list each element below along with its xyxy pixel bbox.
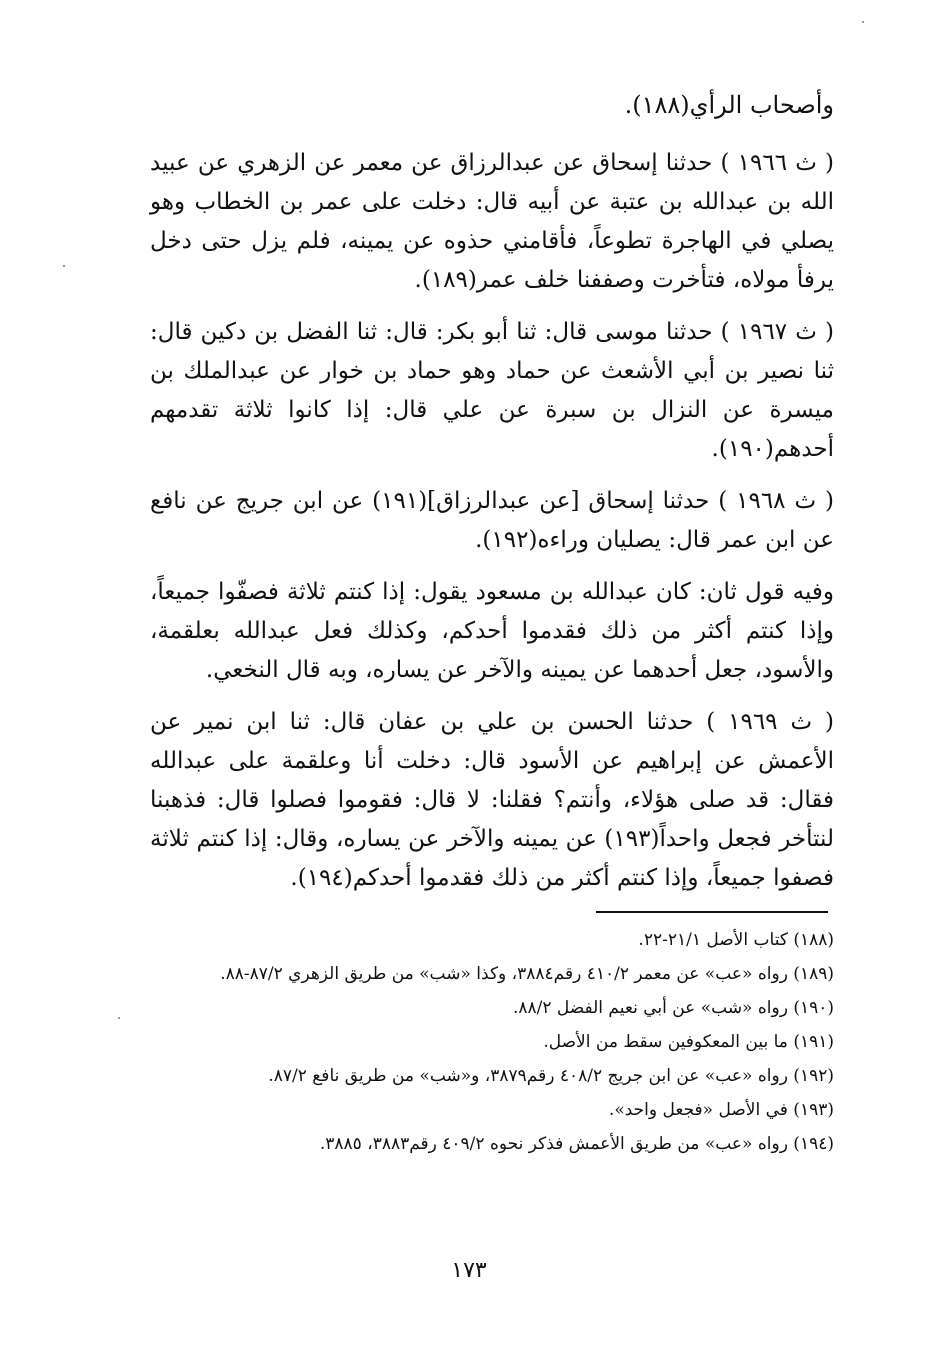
footnote-188: (١٨٨) كتاب الأصل ٢١/١-٢٢. [638,930,834,950]
paragraph-second-opinion: وفيه قول ثان: كان عبدالله بن مسعود يقول: إذا كنتم ثلاثة فصفّوا جميعاً، وإذا كنتم أكثر من ذلك فقدموا أحدكم، وكذلك فعل عبدالله بعلقمة، والأسود، جعل أحدهما عن يمينه والآخر عن يساره، وبه قال النخعي. [150,579,834,683]
footnote-194: (١٩٤) رواه «عب» من طريق الأعمش فذكر نحوه ٤٠٩/٢ رقم٣٨٨٣، ٣٨٨٥. [319,1134,834,1154]
paragraph-1967: ( ث ١٩٦٧ ) حدثنا موسى قال: ثنا أبو بكر: قال: ثنا الفضل بن دكين قال: ثنا نصير بن أبي الأشعث عن حماد وهو حماد بن خوار عن عبدالملك بن ميسرة عن النزال بن سبرة عن علي قال: إذا كانوا ثلاثة تقدمهم أحدهم(١٩٠). [150,319,834,462]
footnote-193: (١٩٣) في الأصل «فجعل واحد». [608,1100,834,1120]
footnote-192: (١٩٢) رواه «عب» عن ابن جريج ٤٠٨/٢ رقم٣٨٧٩، و«شب» من طريق نافع ٨٧/٢. [268,1066,834,1086]
footnote-190: (١٩٠) رواه «شب» عن أبي نعيم الفضل ٨٨/٢. [512,998,834,1018]
footnote-189: (١٨٩) رواه «عب» عن معمر ٤١٠/٢ رقم٣٨٨٤، وكذا «شب» من طريق الزهري ٨٧/٢-٨٨. [220,964,834,984]
footnote-divider [596,911,828,913]
intro-line: وأصحاب الرأي(١٨٨). [624,91,834,119]
scan-speck [63,265,65,267]
paragraph-1966: ( ث ١٩٦٦ ) حدثنا إسحاق عن عبدالرزاق عن معمر عن الزهري عن عبيد الله بن عبدالله بن عتبة عن أبيه قال: دخلت على عمر بن الخطاب وهو يصلي في الهاجرة تطوعاً، فأقامني حذوه عن يمينه، فلم يزل حتى دخل يرفأ مولاه، فتأخرت وصففنا خلف عمر(١٨٩). [150,150,835,293]
footnote-191: (١٩١) ما بين المعكوفين سقط من الأصل. [543,1032,834,1052]
paragraph-1968: ( ث ١٩٦٨ ) حدثنا إسحاق [عن عبدالرزاق](١٩١) عن ابن جريج عن نافع عن ابن عمر قال: يصليان وراءه(١٩٢). [150,488,834,553]
page-number: ١٧٣ [451,1258,487,1283]
main-text [150,144,834,911]
scan-speck [118,1017,120,1019]
paragraph-1969: ( ث ١٩٦٩ ) حدثنا الحسن بن علي بن عفان قال: ثنا ابن نمير عن الأعمش عن إبراهيم عن الأسود قال: دخلت أنا وعلقمة على عبدالله فقال: قد صلى هؤلاء، وأنتم؟ فقلنا: لا قال: فقوموا فصلوا قال: فذهبنا لنتأخر فجعل واحداً(١٩٣) عن يمينه والآخر عن يساره، وقال: إذا كنتم ثلاثة فصفوا جميعاً، وإذا كنتم أكثر من ذلك فقدموا أحدكم(١٩٤). [150,709,835,891]
footnotes [150,925,834,1163]
scan-speck [862,21,864,23]
